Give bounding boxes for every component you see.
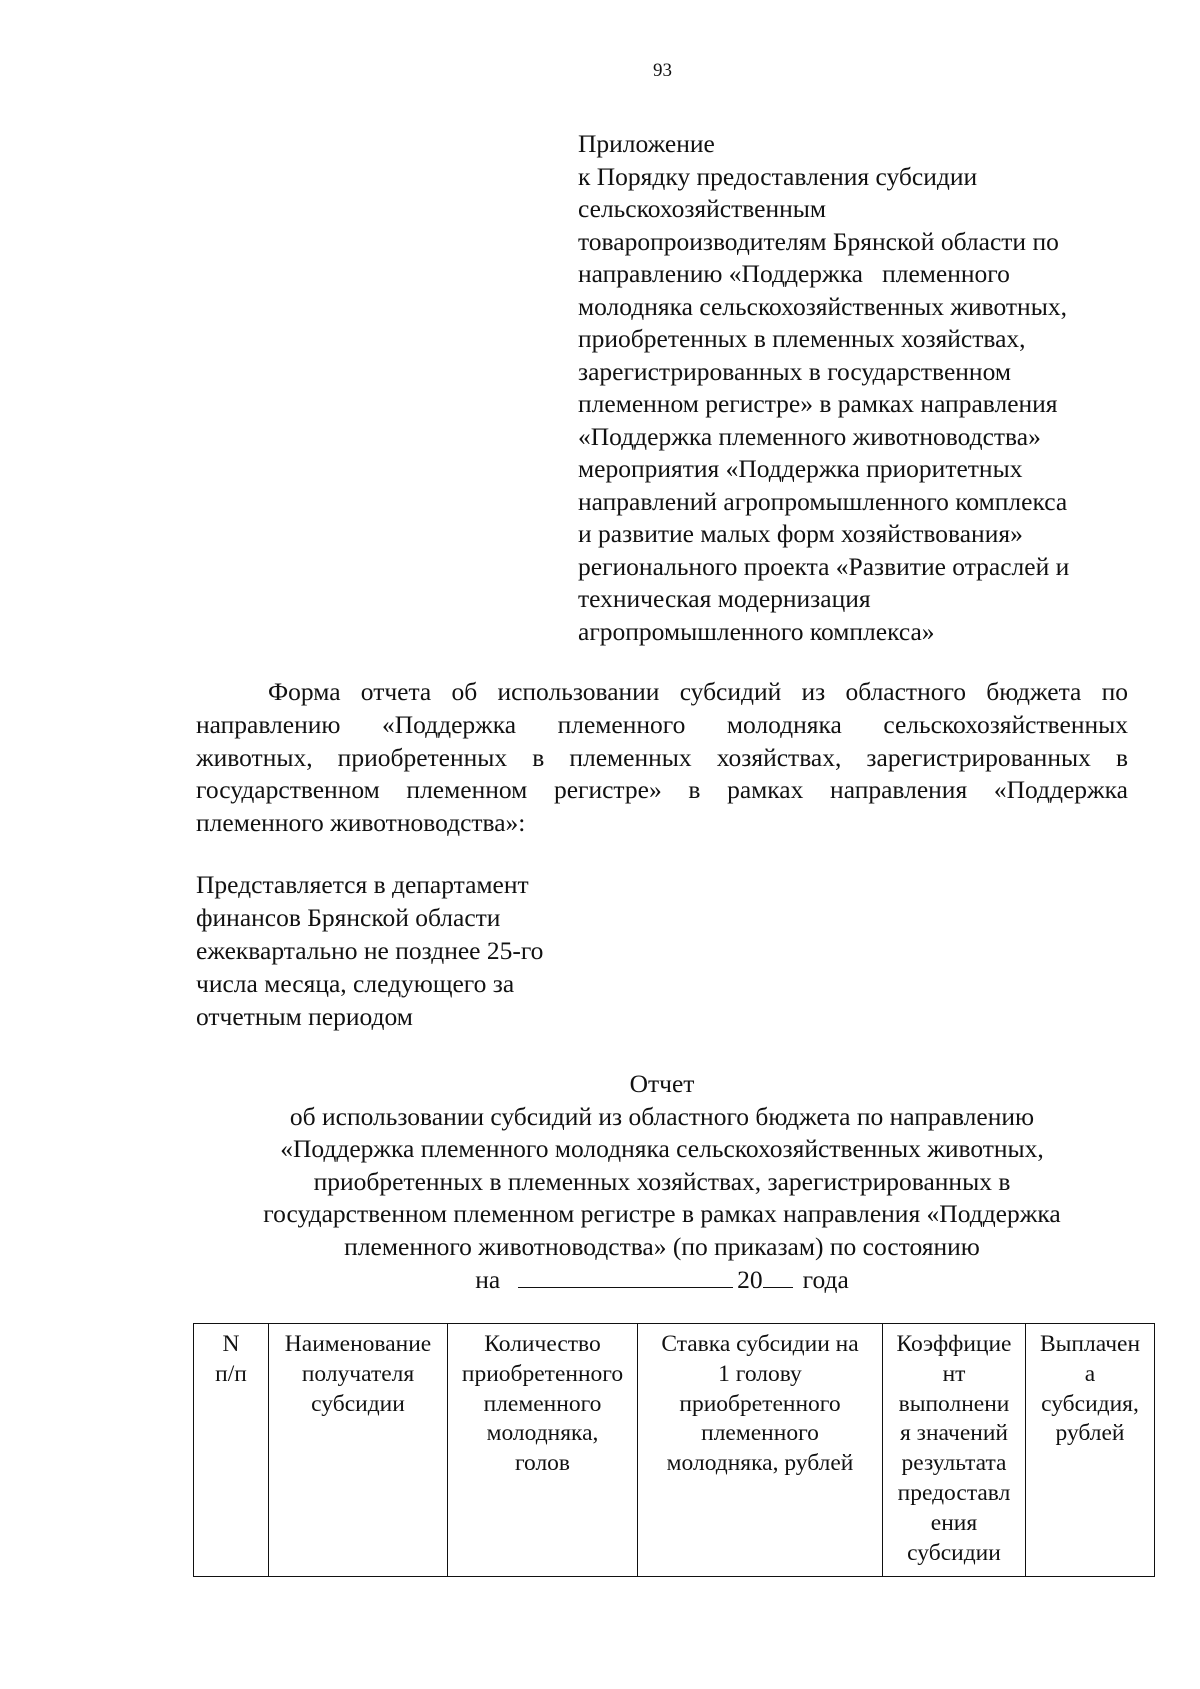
page-number: 93 <box>653 60 672 81</box>
submission-note-line: финансов Брянской области <box>196 903 501 932</box>
header-line: молодняка, <box>486 1420 599 1447</box>
date-blank-field <box>518 1263 733 1288</box>
appendix-line: «Поддержка племенного животноводства» <box>578 421 1041 451</box>
appendix-line: направлений агропромышленного комплекса <box>578 486 1068 516</box>
submission-note-line: отчетным периодом <box>196 1002 413 1031</box>
appendix-line: молодняка сельскохозяйственных животных, <box>578 291 1067 321</box>
appendix-line: приобретенных в племенных хозяйствах, <box>578 324 1026 353</box>
header-line: п/п <box>215 1360 247 1387</box>
report-date-line <box>196 1263 1128 1297</box>
appendix-line: мероприятия «Поддержка приоритетных <box>578 454 1023 483</box>
column-header-coefficient <box>883 1324 1026 1577</box>
header-line: предоставл <box>897 1479 1011 1506</box>
header-line: племенного <box>701 1420 819 1447</box>
submission-note <box>196 868 616 1033</box>
column-header-number <box>194 1324 269 1577</box>
date-year-prefix: 20 <box>737 1265 763 1294</box>
header-line: нт <box>942 1360 966 1387</box>
header-line: приобретенного <box>461 1360 624 1387</box>
appendix-line: товаропроизводителям Брянской области по <box>578 226 1059 256</box>
header-line: рублей <box>1055 1420 1125 1447</box>
submission-note-line: ежеквартально не позднее 25-го <box>196 936 544 965</box>
header-line: Наименование <box>284 1331 432 1357</box>
header-line: субсидии <box>907 1539 1001 1566</box>
header-line: я значений <box>899 1420 1008 1447</box>
form-title-line: племенного животноводства»: <box>196 808 526 838</box>
form-title-line: животных, приобретенных в племенных хозяйствах, зарегистрированных в <box>196 742 1128 772</box>
appendix-line: техническая модернизация <box>578 584 871 613</box>
report-title: Отчет <box>629 1069 695 1098</box>
form-title-line: государственном племенном регистре» в рамках направления «Поддержка <box>196 775 1128 805</box>
form-title <box>196 676 1128 840</box>
column-header-quantity <box>448 1324 638 1577</box>
appendix-line: агропромышленного комплекса» <box>578 616 935 646</box>
appendix-line: зарегистрированных в государственном <box>578 356 1011 386</box>
header-line: субсидия, <box>1041 1390 1139 1417</box>
report-subtitle-line: «Поддержка племенного молодняка сельскохозяйственных животных, <box>280 1134 1044 1163</box>
form-title-line: направлению «Поддержка племенного молодняка сельскохозяйственных <box>196 709 1128 739</box>
header-line: Коэффицие <box>896 1331 1012 1357</box>
appendix-line: регионального проекта «Развитие отраслей и <box>578 551 1070 581</box>
column-header-rate <box>638 1324 883 1577</box>
year-blank-field <box>763 1263 793 1288</box>
header-line: Выплачен <box>1039 1331 1141 1357</box>
header-line: молодняка, рублей <box>666 1450 854 1477</box>
header-line: субсидии <box>311 1390 405 1417</box>
column-header-recipient <box>269 1324 448 1577</box>
submission-note-line: Представляется в департамент <box>196 870 529 899</box>
header-line: N <box>222 1331 240 1357</box>
appendix-line: и развитие малых форм хозяйствования» <box>578 519 1023 548</box>
report-subtitle-line: об использовании субсидий из областного бюджета по направлению <box>289 1101 1035 1131</box>
appendix-line: направлению «Поддержка племенного <box>578 259 1010 288</box>
report-heading <box>196 1068 1128 1297</box>
appendix-line: сельскохозяйственным <box>578 194 827 223</box>
header-line: а <box>1084 1360 1096 1387</box>
date-suffix: года <box>802 1265 849 1294</box>
table-header-row <box>194 1324 1155 1577</box>
date-prefix: на <box>475 1265 501 1294</box>
header-line: выполнени <box>898 1390 1010 1417</box>
appendix-line: Приложение <box>578 129 715 158</box>
header-line: результата <box>901 1450 1007 1477</box>
header-line: племенного <box>483 1390 602 1417</box>
header-line: голов <box>514 1450 571 1477</box>
header-line: получателя <box>301 1360 415 1387</box>
header-line: Количество <box>484 1331 601 1357</box>
report-subtitle-line: государственном племенном регистре в рамках направления «Поддержка <box>263 1199 1061 1228</box>
header-line: ения <box>930 1509 978 1536</box>
appendix-line: племенном регистре» в рамках направления <box>578 389 1058 418</box>
column-header-paid-subsidy <box>1026 1324 1155 1577</box>
submission-note-line: числа месяца, следующего за <box>196 969 515 998</box>
header-line: 1 голову <box>718 1360 802 1387</box>
appendix-header <box>578 128 1138 648</box>
header-line: приобретенного <box>679 1390 841 1417</box>
report-table <box>193 1323 1155 1577</box>
report-subtitle-line: приобретенных в племенных хозяйствах, зарегистрированных в <box>313 1166 1011 1196</box>
appendix-line: к Порядку предоставления субсидии <box>578 161 978 191</box>
header-line: Ставка субсидии на <box>661 1331 859 1357</box>
report-subtitle-line: племенного животноводства» (по приказам) по состоянию <box>344 1231 980 1261</box>
form-title-line: Форма отчета об использовании субсидий из областного бюджета по <box>268 677 1128 706</box>
